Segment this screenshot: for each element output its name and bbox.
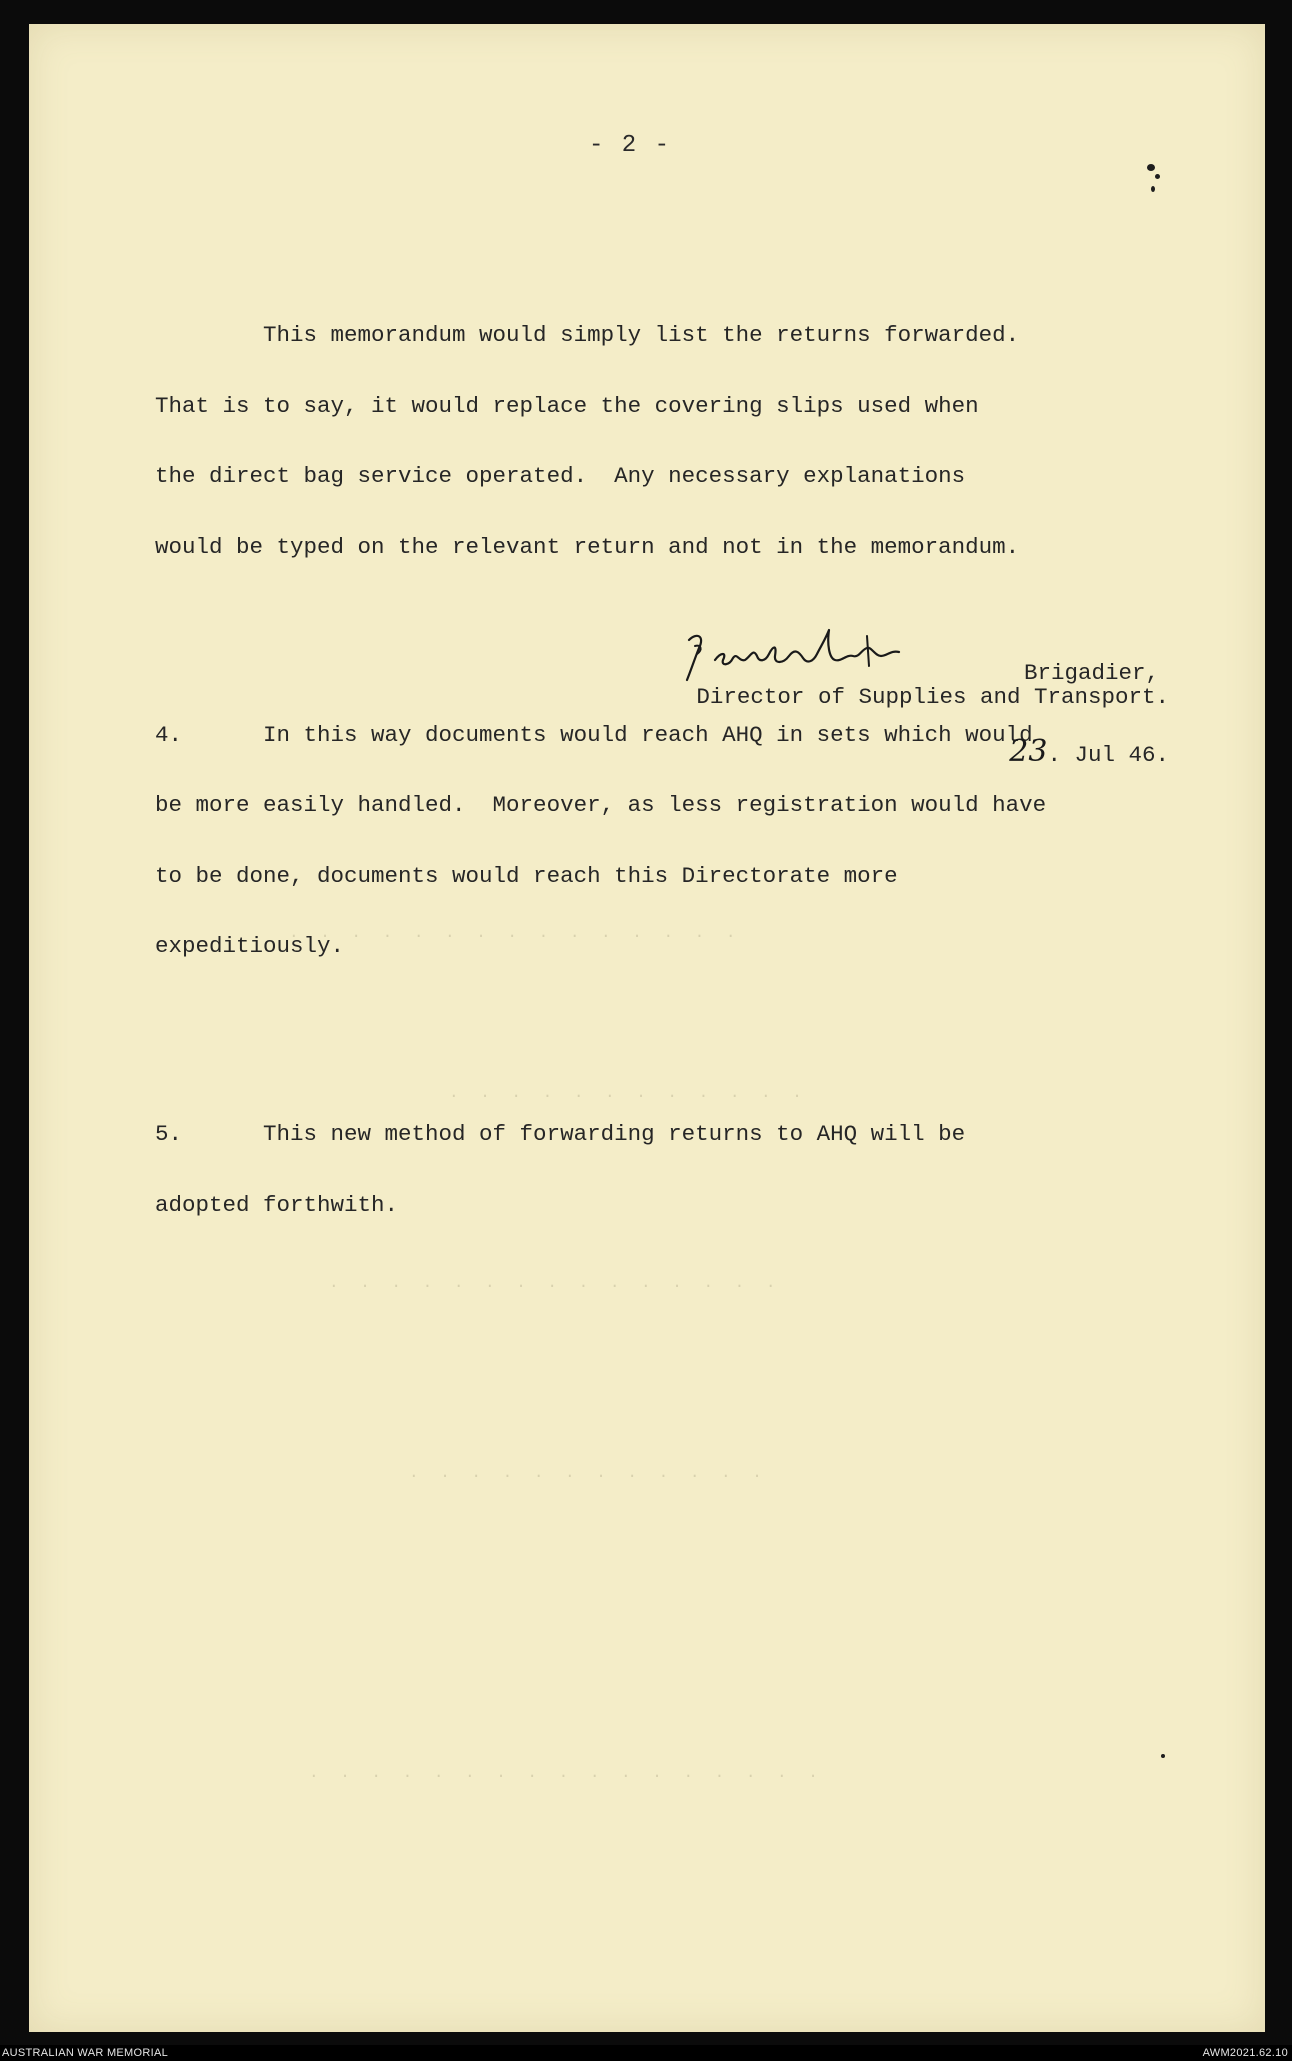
signature-line	[599, 634, 1159, 684]
bleed-through-texture: . . . . . . . . . . . . . . .	[329, 1274, 782, 1292]
signatory-rank: Brigadier,	[1023, 660, 1159, 686]
bleed-through-texture: . . . . . . . . . . . .	[409, 1464, 768, 1482]
handwritten-date-day: 23	[1009, 734, 1048, 769]
bleed-through-texture: . . . . . . . . . . . . . . .	[289, 924, 742, 942]
memo-date	[1009, 734, 1169, 769]
document-page	[29, 24, 1265, 2032]
text-line: 5. This new method of forwarding returns to AHQ will be	[155, 1121, 966, 1147]
text-line: to be done, documents would reach this Directorate more	[155, 862, 898, 889]
paragraph-4	[155, 677, 1155, 1006]
ink-speck	[1155, 174, 1160, 179]
paragraph-5	[155, 1076, 1155, 1264]
archive-credit: AUSTRALIAN WAR MEMORIAL	[2, 2047, 169, 2059]
text-line: adopted forthwith.	[155, 1191, 399, 1218]
page-number: - 2 -	[589, 132, 672, 159]
text-line: 4. In this way documents would reach AHQ in sets which would	[155, 721, 1033, 748]
bleed-through-texture: . . . . . . . . . . . .	[449, 1084, 808, 1102]
signatory-title: Director of Supplies and Transport.	[696, 684, 1169, 710]
archive-item-number: AWM2021.62.10	[1202, 2047, 1288, 2059]
date-month-year: . Jul 46.	[1047, 742, 1169, 768]
text-line: would be typed on the relevant return and not in the memorandum.	[155, 533, 1020, 560]
text-line: expeditiously.	[155, 933, 345, 959]
text-line: That is to say, it would replace the covering slips used when	[155, 392, 979, 419]
handwritten-signature	[679, 626, 919, 690]
text-line: be more easily handled. Moreover, as less registration would have	[155, 792, 1047, 818]
memo-body	[155, 230, 1155, 1335]
text-line: This memorandum would simply list the returns forwarded.	[155, 322, 1020, 348]
bleed-through-texture: . . . . . . . . . . . . . . . . .	[309, 1764, 824, 1782]
text-line: the direct bag service operated. Any necessary explanations	[155, 463, 966, 489]
ink-speck	[1147, 164, 1155, 171]
ink-speck	[1161, 1754, 1165, 1758]
paragraph-3-continued	[155, 277, 1155, 606]
ink-speck	[1151, 186, 1155, 192]
